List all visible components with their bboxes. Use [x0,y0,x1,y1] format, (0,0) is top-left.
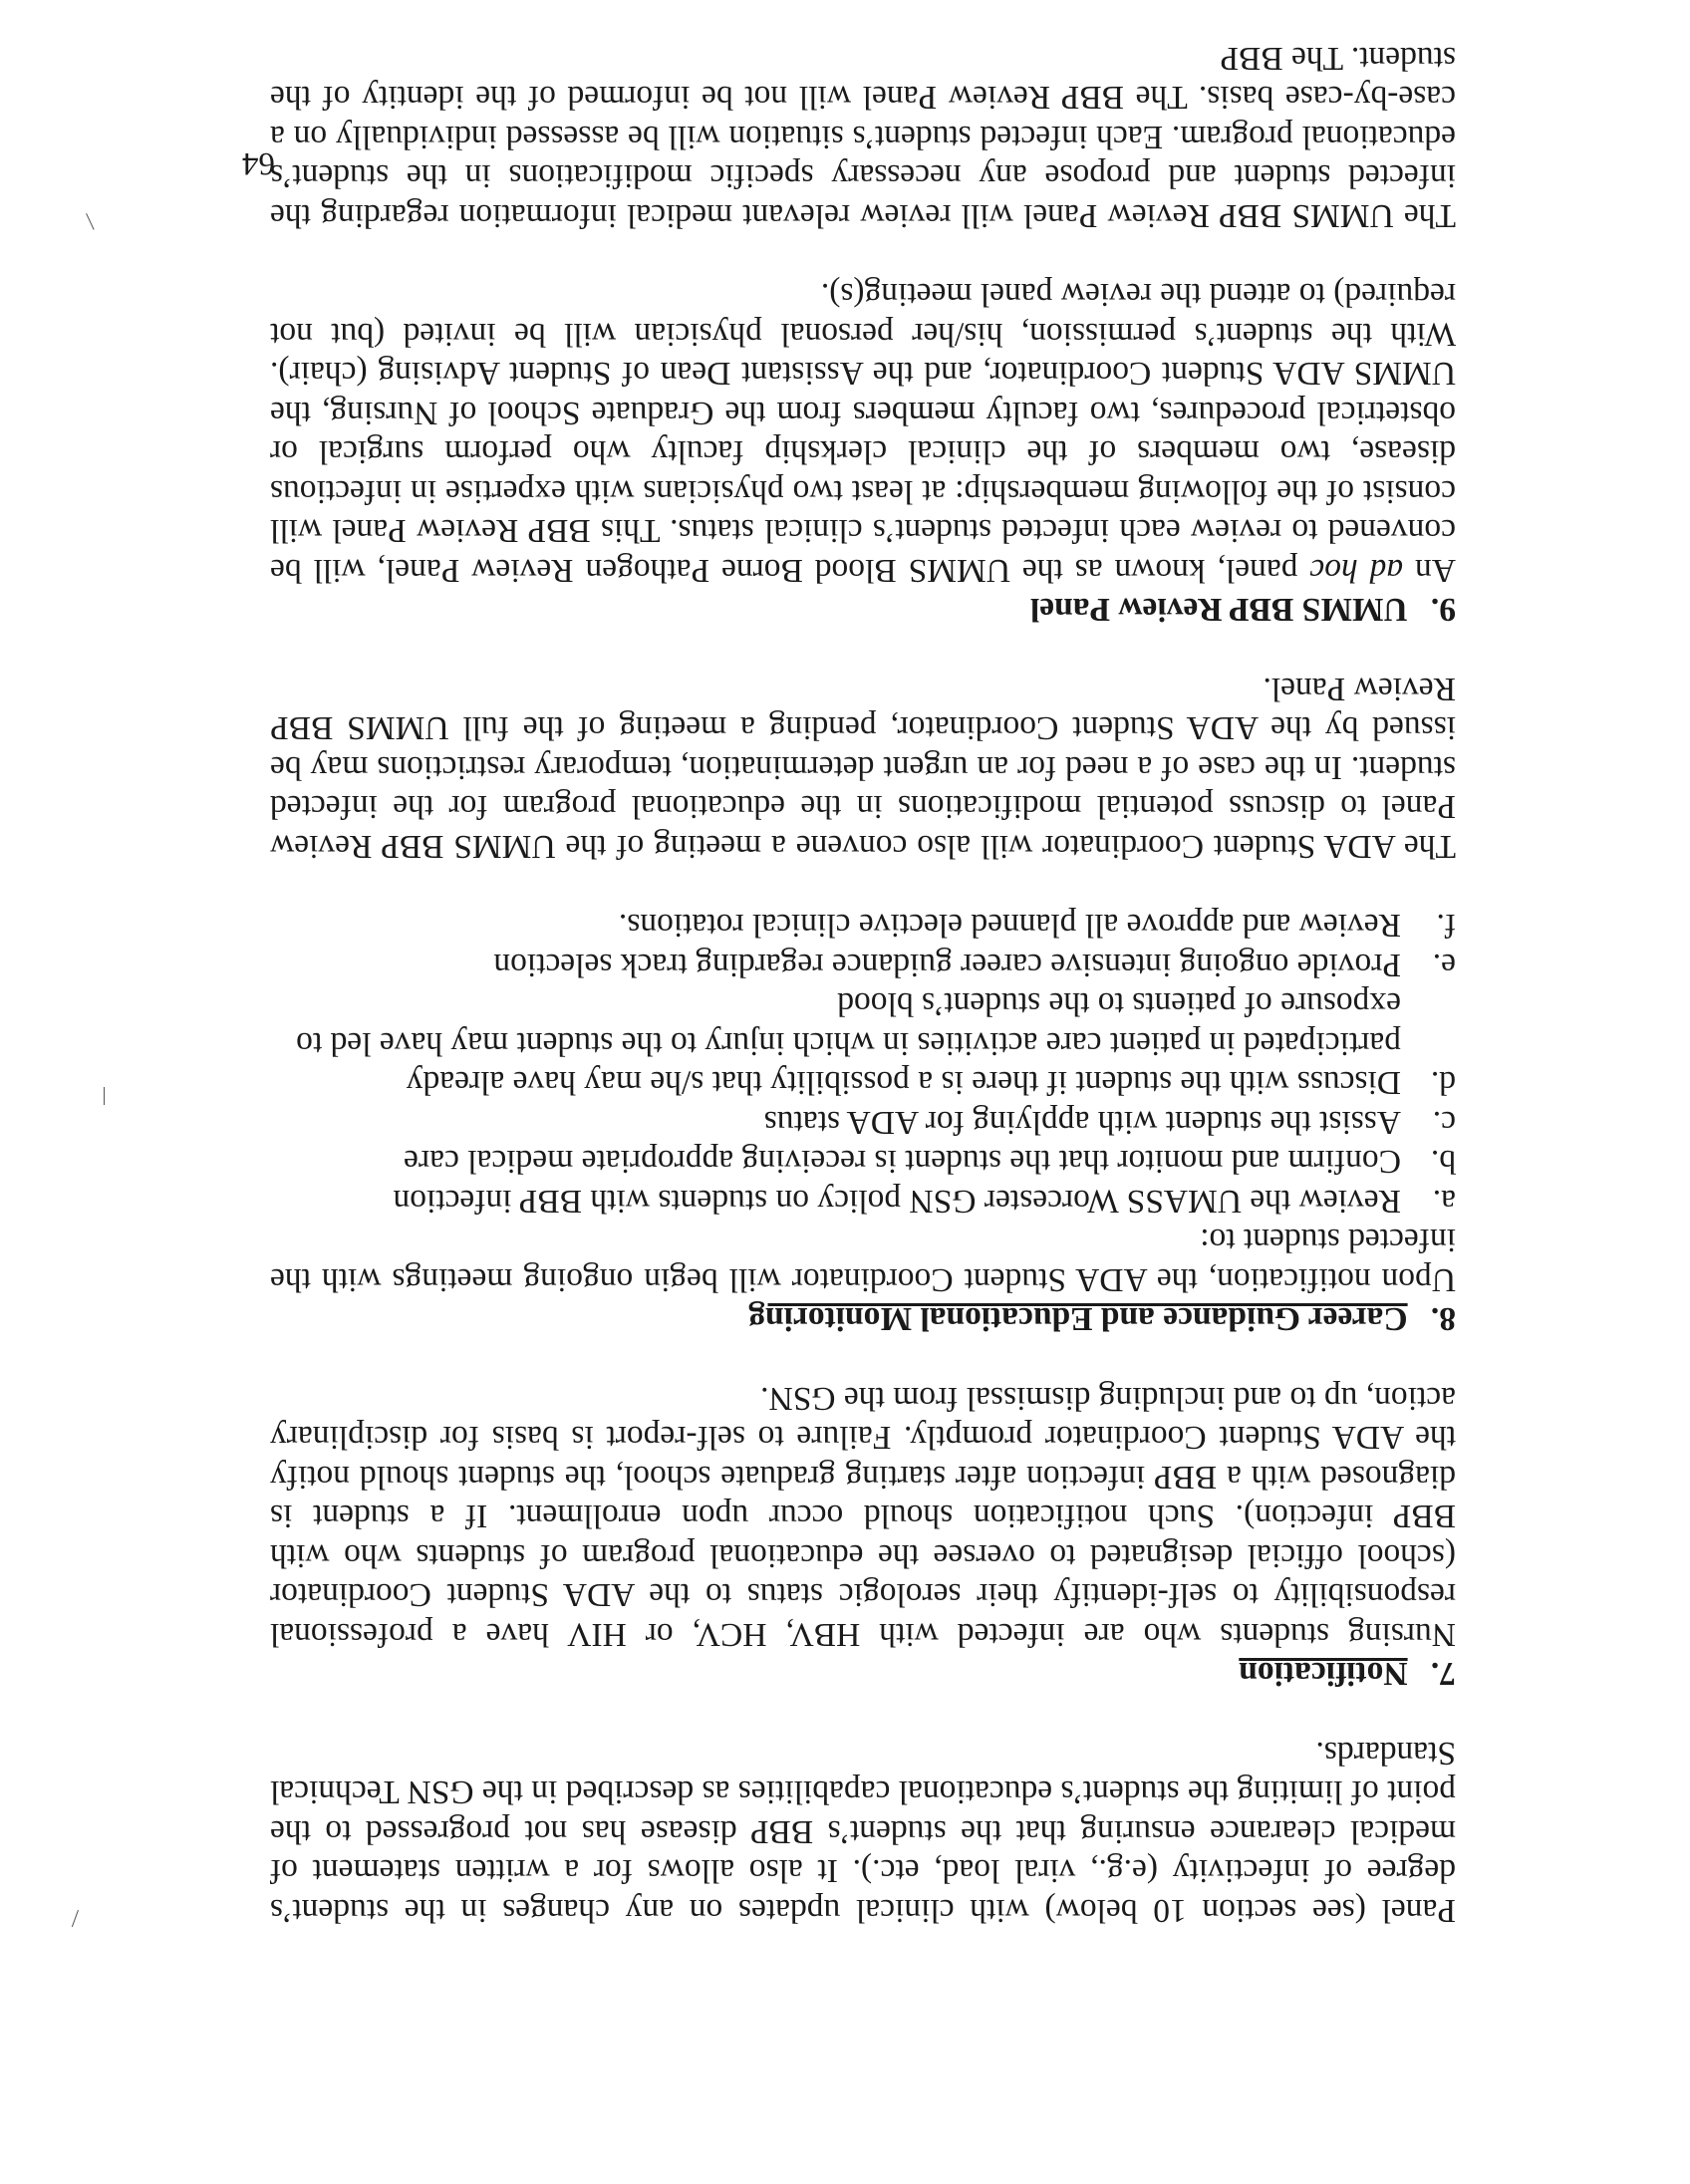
list-item-text: Review the UMASS Worcester GSN policy on students with BBP infection [393,1183,1401,1220]
scan-speck [101,1087,105,1105]
section-8-heading [270,1299,1456,1339]
list-item-letter: a. [1432,1183,1456,1220]
section-9-p1-rest: panel, known as the UMMS Blood Borne Pathogen Review Panel, will be convened to review each infected student’s clinical status. This BBP Review Panel will consist of the following membership: at least two physicians with expertise in infectious disease, two members of the clinical clerkship faculty who perform surgical or obstetrical procedures, two faculty members from the Graduate School of Nursing, the UMMS ADA Student Coordinator, and the Assistant Dean of Student Advising (chair). With the student’s permission, his/her personal physician will be invited (but not required) to attend the review panel meeting(s). [270,276,1456,589]
list-item [270,906,1456,946]
list-item-text: Assist the student with applying for ADA status [763,1104,1401,1141]
scan-speck [83,213,94,231]
list-item [270,1103,1456,1143]
list-item [270,1182,1456,1222]
section-9-p1-prefix: An [1403,552,1456,589]
section-9-paragraph-1 [270,275,1456,590]
list-item-text: Provide ongoing intensive career guidance regarding track selection [493,947,1401,983]
list-item [270,984,1456,1103]
section-9-title: UMMS BBP Review Panel [1029,591,1408,629]
section-9-paragraph-2: The UMMS BBP Review Panel will review relevant medical information regarding the infected student and propose any necessary specific modifications in the student’s educational program. Each infected student’s situation will be assessed individually on a case-by-case basis. The BBP Review Panel will not be informed of the identity of the student. The BBP [270,40,1456,234]
list-item-letter: c. [1432,1104,1456,1141]
page-body [270,39,1456,1931]
scan-speck [69,1909,79,1927]
list-item-text: Confirm and monitor that the student is receiving appropriate medical care [404,1143,1401,1181]
section-7-heading [270,1654,1456,1694]
section-8-lead: Upon notification, the ADA Student Coordinator will begin ongoing meetings with the infected student to: [270,1222,1456,1298]
page-number: 64 [242,145,275,181]
section-9-p1-italic: ad hoc [1309,552,1404,589]
section-8-title: Career Guidance and Educational Monitoring [748,1300,1408,1338]
list-item-letter: f. [1436,907,1456,945]
section-9-number: 9. [1430,591,1456,629]
section-7-body: Nursing students who are infected with HBV, HCV, or HIV have a professional responsibility to self-identify their serologic status to the ADA Student Coordinator (school official designated to oversee the educational program of students who with BBP infection). Such notification should occur upon enrollment. If a student is diagnosed with a BBP infection after starting graduate school, the student should notify the ADA Student Coordinator promptly. Failure to self-report is basis for disciplinary action, up to and including dismissal from the GSN. [270,1380,1456,1653]
list-item-letter: e. [1432,947,1456,983]
section-8-list [270,906,1456,1221]
section-8-after: The ADA Student Coordinator will also convene a meeting of the UMMS BBP Review Panel to discuss potential modifications in the educational program for the infected student. In the case of a need for an urgent determination, temporary restrictions may be issued by the ADA Student Coordinator, pending a meeting of the full UMMS BBP Review Panel. [270,671,1456,865]
section-8-number: 8. [1430,1300,1456,1338]
list-item [270,946,1456,985]
list-item-text: Discuss with the student if there is a possibility that s/he may have already participated in patient care activities in which injury to the student may have led to exposure of patients to the student’s blood [296,985,1401,1102]
section-9-heading [270,590,1456,630]
list-item [270,1142,1456,1182]
list-item-letter: b. [1430,1143,1456,1181]
list-item-letter: d. [1430,1064,1456,1102]
list-item-text: Review and approve all planned elective clinical rotations. [618,907,1401,945]
intro-paragraph: Panel (see section 10 below) with clinical updates on any changes in the student’s degree of infectivity (e.g., viral load, etc.). It also allows for a written statement of medical clearance ensuring that the student’s BBP disease has not progressed to the point of limiting the student’s educational capabilities as described in the GSN Technical Standards. [270,1735,1456,1929]
section-7-title: Notification [1239,1655,1408,1693]
section-7-number: 7. [1430,1655,1456,1693]
